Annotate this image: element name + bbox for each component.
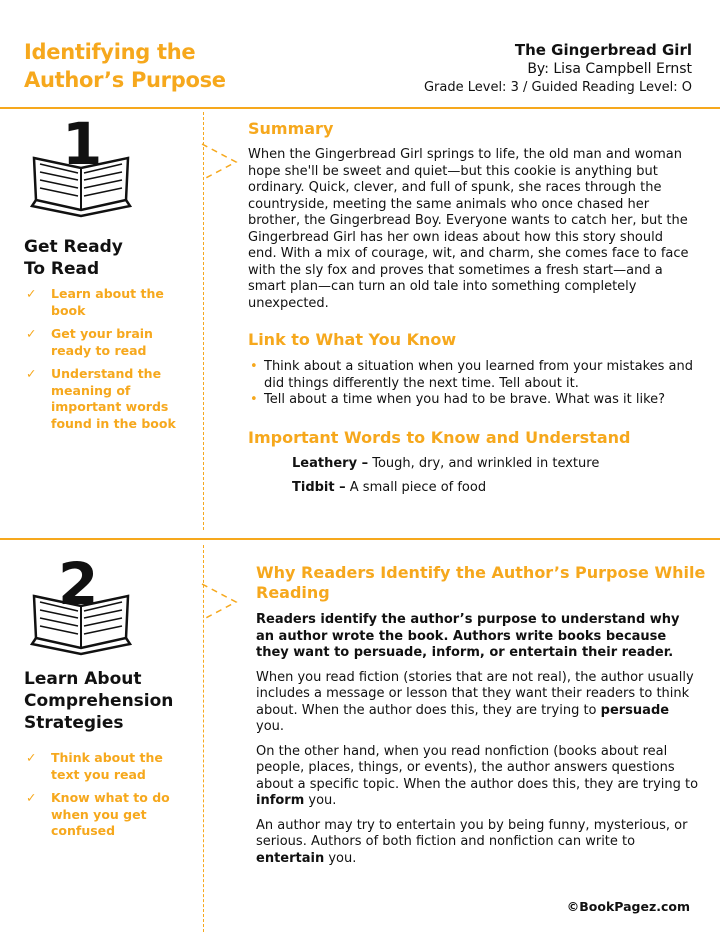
chevron-right-icon [200,580,240,624]
list-item: ✓ Know what to do when you get confused [26,790,170,838]
list-item: ✓ Understand the meaning of important words found in the book [26,366,176,431]
step1-heading: Get Ready To Read [24,237,123,279]
paragraph-inform: On the other hand, when you read nonfiction (books about real people, places, things, or events), the author answers questions about a specific topic. When the author does this, they are trying to inform you. [256,743,699,808]
list-item: ✓ Learn about the book [26,286,164,318]
vocab-item: Tidbit – A small piece of food [292,480,487,495]
copyright: ©BookPagez.com [566,899,690,914]
book-number-icon [26,110,126,218]
list-item: ✓ Think about the text you read [26,750,163,782]
why-heading: Why Readers Identify the Author’s Purpose While Reading [256,563,706,602]
why-body [256,612,701,875]
paragraph-entertain: An author may try to entertain you by being funny, mysterious, or serious. Authors of both fiction and nonfiction can write to entertain you. [256,817,688,866]
checkmark-icon: ✓ [26,790,37,805]
link-heading: Link to What You Know [248,330,457,349]
page-title: Identifying the Author’s Purpose [24,40,226,92]
step2-checklist [24,750,189,847]
checkmark-icon: ✓ [26,286,37,301]
list-item: ✓ Get your brain ready to read [26,326,153,358]
bullet-icon: • [250,359,258,374]
summary-heading: Summary [248,119,334,138]
book-title: The Gingerbread Girl [514,41,692,59]
list-item: • Tell about a time when you had to be brave. What was it like? [250,392,666,407]
step-number: 2 [58,550,99,618]
step1-checklist [24,286,184,439]
words-heading: Important Words to Know and Understand [248,428,631,447]
why-intro: Readers identify the author’s purpose to understand why an author wrote the book. Authors write books because they want to persuade, inform, or entertain their reader. [256,612,680,660]
checkmark-icon: ✓ [26,326,37,341]
checkmark-icon: ✓ [26,750,37,765]
book-author: By: Lisa Campbell Ernst [527,61,692,77]
vocab-item: Leathery – Tough, dry, and wrinkled in texture [292,456,600,471]
divider-middle [0,538,720,540]
divider-top [0,107,720,109]
chevron-right-icon [200,140,240,184]
link-list [248,359,703,409]
step2-heading: Learn About Comprehension Strategies [24,669,174,733]
list-item: • Think about a situation when you learned from your mistakes and did things differently the next time. Tell about it. [250,359,694,391]
book-info [424,40,692,97]
paragraph-persuade: When you read fiction (stories that are not real), the author usually includes a message or lesson that they want their readers to think about. When the author does this, they are trying to persuade you. [256,669,694,734]
bullet-icon: • [250,392,258,407]
checkmark-icon: ✓ [26,366,37,381]
book-number-icon [26,550,126,656]
step-number: 1 [62,110,103,178]
summary-text: When the Gingerbread Girl springs to life, the old man and woman hope she'll be sweet and quiet—but this cookie is anything but ordinary. Quick, clever, and full of spunk, she races through the countryside, meeting the same animals who once chased her brother, the Gingerbread Boy. Everyone wants to catch her, but the Gingerbread Girl has her own ideas about how this story should end. With a mix of courage, wit, and charm, she comes face to face with the sly fox and proves that sometimes a fresh start—and a smart plan—can turn an old tale into something completely unexpected. [248,147,689,311]
reading-level: Grade Level: 3 / Guided Reading Level: O [423,80,692,95]
